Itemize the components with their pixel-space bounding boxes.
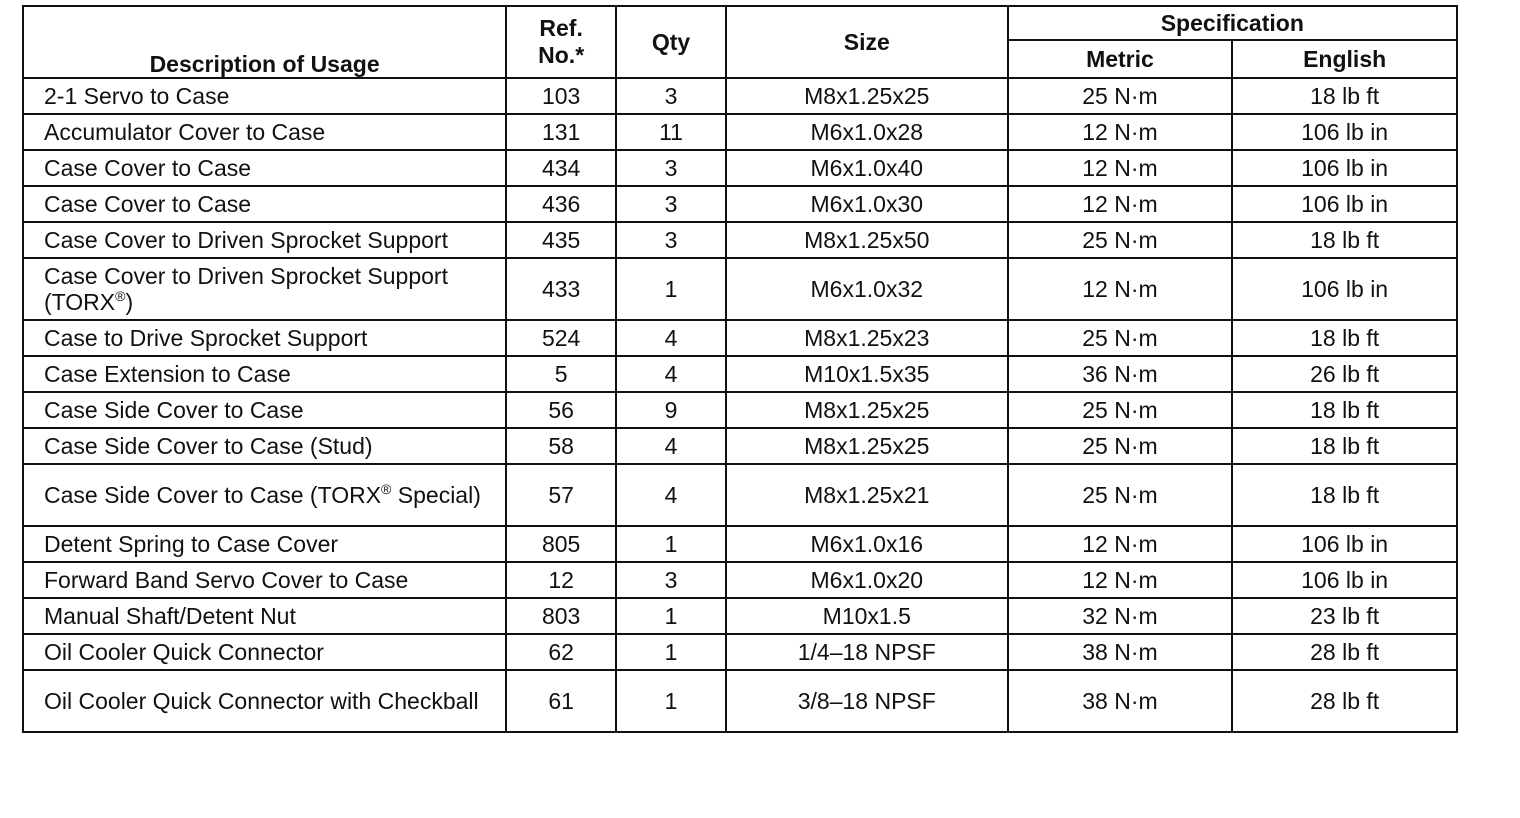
qty-cell: 1 xyxy=(616,670,726,732)
description-cell: Detent Spring to Case Cover xyxy=(23,526,506,562)
table-row xyxy=(23,150,1457,186)
table-row xyxy=(23,78,1457,114)
size-cell: M6x1.0x16 xyxy=(726,526,1008,562)
metric-cell: 12 N·m xyxy=(1008,186,1233,222)
metric-cell: 25 N·m xyxy=(1008,428,1233,464)
table-row xyxy=(23,562,1457,598)
description-cell: Case Side Cover to Case xyxy=(23,392,506,428)
description-cell: Case Cover to Case xyxy=(23,150,506,186)
size-cell: M8x1.25x25 xyxy=(726,428,1008,464)
ref-no-cell: 56 xyxy=(506,392,616,428)
metric-cell: 32 N·m xyxy=(1008,598,1233,634)
english-cell: 106 lb in xyxy=(1232,562,1457,598)
qty-cell: 1 xyxy=(616,598,726,634)
size-cell: M8x1.25x21 xyxy=(726,464,1008,526)
english-cell: 23 lb ft xyxy=(1232,598,1457,634)
size-cell: M6x1.0x20 xyxy=(726,562,1008,598)
table-row xyxy=(23,598,1457,634)
metric-cell: 25 N·m xyxy=(1008,464,1233,526)
table-row xyxy=(23,356,1457,392)
header-qty: Qty xyxy=(616,6,726,78)
metric-cell: 12 N·m xyxy=(1008,258,1233,320)
size-cell: 3/8–18 NPSF xyxy=(726,670,1008,732)
english-cell: 18 lb ft xyxy=(1232,392,1457,428)
description-cell: Case Extension to Case xyxy=(23,356,506,392)
table-row xyxy=(23,634,1457,670)
qty-cell: 4 xyxy=(616,320,726,356)
table-row xyxy=(23,428,1457,464)
header-size: Size xyxy=(726,6,1008,78)
english-cell: 106 lb in xyxy=(1232,186,1457,222)
size-cell: M6x1.0x30 xyxy=(726,186,1008,222)
qty-cell: 4 xyxy=(616,356,726,392)
description-cell: Case Side Cover to Case (Stud) xyxy=(23,428,506,464)
ref-no-cell: 57 xyxy=(506,464,616,526)
qty-cell: 11 xyxy=(616,114,726,150)
ref-no-cell: 131 xyxy=(506,114,616,150)
ref-no-cell: 5 xyxy=(506,356,616,392)
description-cell: Oil Cooler Quick Connector xyxy=(23,634,506,670)
qty-cell: 4 xyxy=(616,428,726,464)
description-cell: Case Side Cover to Case (TORX® Special) xyxy=(23,464,506,526)
english-cell: 18 lb ft xyxy=(1232,78,1457,114)
header-specification: Specification xyxy=(1008,6,1457,40)
english-cell: 18 lb ft xyxy=(1232,320,1457,356)
metric-cell: 12 N·m xyxy=(1008,114,1233,150)
table-row xyxy=(23,526,1457,562)
table-row xyxy=(23,320,1457,356)
description-cell: Case Cover to Driven Sprocket Support (TORX®) xyxy=(23,258,506,320)
size-cell: M6x1.0x32 xyxy=(726,258,1008,320)
ref-no-cell: 434 xyxy=(506,150,616,186)
english-cell: 106 lb in xyxy=(1232,258,1457,320)
description-cell: Oil Cooler Quick Connector with Checkball xyxy=(23,670,506,732)
description-cell: Case Cover to Driven Sprocket Support xyxy=(23,222,506,258)
qty-cell: 9 xyxy=(616,392,726,428)
ref-no-cell: 103 xyxy=(506,78,616,114)
description-cell: Manual Shaft/Detent Nut xyxy=(23,598,506,634)
english-cell: 28 lb ft xyxy=(1232,670,1457,732)
english-cell: 106 lb in xyxy=(1232,114,1457,150)
description-cell: Accumulator Cover to Case xyxy=(23,114,506,150)
table-row xyxy=(23,222,1457,258)
english-cell: 106 lb in xyxy=(1232,150,1457,186)
table-row xyxy=(23,186,1457,222)
qty-cell: 4 xyxy=(616,464,726,526)
size-cell: M8x1.25x25 xyxy=(726,392,1008,428)
ref-no-cell: 12 xyxy=(506,562,616,598)
ref-no-cell: 62 xyxy=(506,634,616,670)
metric-cell: 25 N·m xyxy=(1008,222,1233,258)
english-cell: 18 lb ft xyxy=(1232,464,1457,526)
english-cell: 18 lb ft xyxy=(1232,222,1457,258)
metric-cell: 12 N·m xyxy=(1008,526,1233,562)
header-english: English xyxy=(1232,40,1457,78)
table-row xyxy=(23,464,1457,526)
qty-cell: 1 xyxy=(616,634,726,670)
size-cell: M8x1.25x50 xyxy=(726,222,1008,258)
size-cell: 1/4–18 NPSF xyxy=(726,634,1008,670)
english-cell: 26 lb ft xyxy=(1232,356,1457,392)
ref-no-cell: 524 xyxy=(506,320,616,356)
qty-cell: 1 xyxy=(616,526,726,562)
english-cell: 106 lb in xyxy=(1232,526,1457,562)
metric-cell: 12 N·m xyxy=(1008,562,1233,598)
size-cell: M8x1.25x23 xyxy=(726,320,1008,356)
header-metric: Metric xyxy=(1008,40,1233,78)
table-row xyxy=(23,258,1457,320)
registered-mark: ® xyxy=(115,288,126,304)
table-row xyxy=(23,114,1457,150)
torque-spec-table xyxy=(22,5,1458,733)
ref-no-cell: 58 xyxy=(506,428,616,464)
size-cell: M6x1.0x40 xyxy=(726,150,1008,186)
metric-cell: 25 N·m xyxy=(1008,320,1233,356)
metric-cell: 38 N·m xyxy=(1008,634,1233,670)
table-body xyxy=(23,78,1457,732)
ref-no-cell: 436 xyxy=(506,186,616,222)
table-row xyxy=(23,670,1457,732)
header-description: Description of Usage xyxy=(23,6,506,78)
size-cell: M6x1.0x28 xyxy=(726,114,1008,150)
size-cell: M10x1.5 xyxy=(726,598,1008,634)
metric-cell: 12 N·m xyxy=(1008,150,1233,186)
metric-cell: 38 N·m xyxy=(1008,670,1233,732)
metric-cell: 25 N·m xyxy=(1008,78,1233,114)
qty-cell: 3 xyxy=(616,150,726,186)
metric-cell: 36 N·m xyxy=(1008,356,1233,392)
size-cell: M10x1.5x35 xyxy=(726,356,1008,392)
ref-no-cell: 433 xyxy=(506,258,616,320)
qty-cell: 3 xyxy=(616,78,726,114)
description-cell: Case Cover to Case xyxy=(23,186,506,222)
qty-cell: 3 xyxy=(616,186,726,222)
description-cell: 2-1 Servo to Case xyxy=(23,78,506,114)
header-ref-no: Ref. No.* xyxy=(506,6,616,78)
ref-no-cell: 61 xyxy=(506,670,616,732)
registered-mark: ® xyxy=(381,481,392,497)
qty-cell: 1 xyxy=(616,258,726,320)
english-cell: 28 lb ft xyxy=(1232,634,1457,670)
table-row xyxy=(23,392,1457,428)
qty-cell: 3 xyxy=(616,222,726,258)
ref-no-cell: 805 xyxy=(506,526,616,562)
size-cell: M8x1.25x25 xyxy=(726,78,1008,114)
description-cell: Forward Band Servo Cover to Case xyxy=(23,562,506,598)
metric-cell: 25 N·m xyxy=(1008,392,1233,428)
ref-no-cell: 803 xyxy=(506,598,616,634)
qty-cell: 3 xyxy=(616,562,726,598)
description-cell: Case to Drive Sprocket Support xyxy=(23,320,506,356)
ref-no-cell: 435 xyxy=(506,222,616,258)
english-cell: 18 lb ft xyxy=(1232,428,1457,464)
